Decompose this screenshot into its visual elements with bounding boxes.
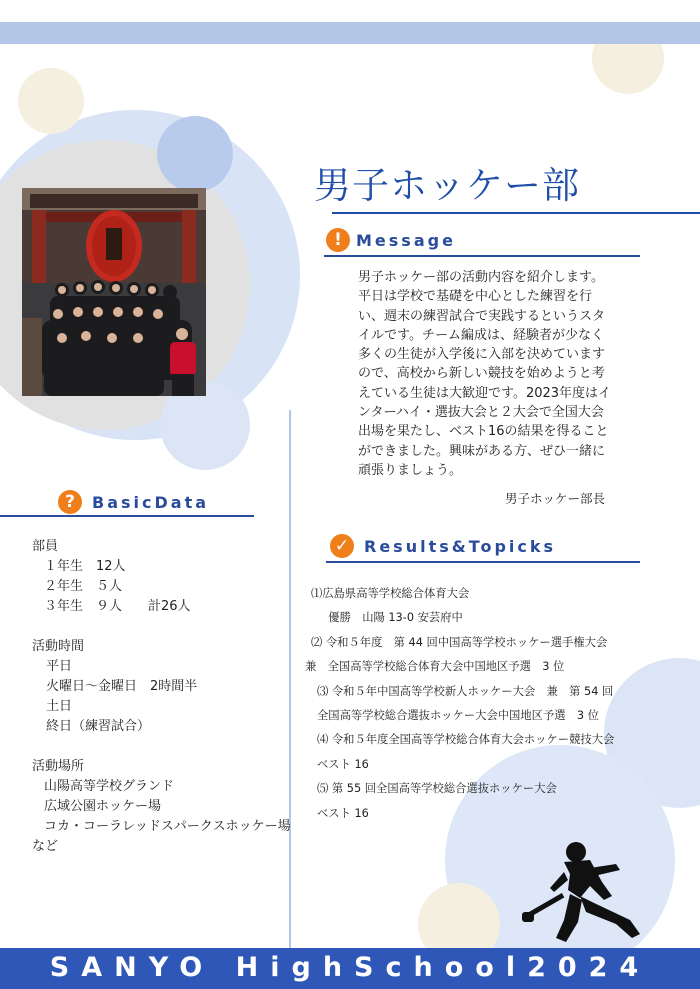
- members-year-3: ３年生 ９人 計26人: [44, 599, 191, 614]
- checkmark-icon: ✓: [330, 534, 354, 558]
- bg-circle-blue-small: [157, 116, 233, 192]
- result-line: ⑷ 令和５年度全国高等学校総合体育大会ホッケー競技大会: [317, 733, 615, 747]
- top-bar: [0, 22, 700, 44]
- message-heading: Message: [356, 231, 456, 250]
- hockey-player-silhouette: [520, 838, 660, 948]
- result-line: ⑴広島県高等学校総合体育大会: [311, 587, 470, 600]
- result-line: ベスト 16: [317, 757, 369, 771]
- time-weekend-label: 土日: [46, 699, 73, 714]
- place-1: 山陽高等学校グランド: [44, 779, 175, 794]
- place-label: 活動場所: [32, 759, 85, 774]
- exclamation-icon: !: [326, 228, 350, 252]
- result-line: 兼 全国高等学校総合体育大会中国地区予選 3 位: [305, 660, 565, 674]
- place-3: コカ・コーラレッドスパークスホッケー場: [44, 819, 291, 834]
- members-year-2: ２年生 ５人: [44, 579, 123, 594]
- result-line: 優勝 山陽 13-0 安芸府中: [317, 611, 463, 625]
- basicdata-heading: BasicData: [92, 493, 210, 512]
- result-line: 全国高等学校総合選抜ホッケー大会中国地区予選 3 位: [317, 709, 599, 723]
- question-icon: ?: [58, 490, 82, 514]
- page-title: 男子ホッケー部: [314, 164, 580, 207]
- members-year-1: １年生 12人: [44, 559, 126, 574]
- place-2: 広域公園ホッケー場: [44, 799, 162, 814]
- result-line: ⑵ 令和５年度 第 44 回中国高等学校ホッケー選手権大会: [311, 635, 608, 649]
- message-underline: [324, 255, 640, 257]
- members-label: 部員: [32, 539, 59, 554]
- result-line: ⑶ 令和５年中国高等学校新人ホッケー大会 兼 第 54 回: [317, 684, 614, 698]
- footer-text: SANYO HighSchool2024: [49, 952, 651, 983]
- bg-circle-cream-left: [18, 68, 84, 134]
- title-underline: [332, 212, 700, 214]
- results-heading: Results&Topicks: [364, 537, 557, 556]
- results-list: [305, 582, 691, 826]
- time-weekday-value: 火曜日～金曜日 2時間半: [46, 679, 198, 694]
- message-signature: 男子ホッケー部長: [504, 491, 605, 506]
- place-etc: など: [32, 839, 59, 854]
- time-weekend-value: 終日（練習試合）: [46, 719, 151, 734]
- time-weekday-label: 平日: [46, 659, 73, 674]
- team-photo: [22, 188, 206, 396]
- results-underline: [326, 561, 640, 563]
- basicdata-underline: [0, 515, 254, 517]
- time-label: 活動時間: [32, 639, 85, 654]
- basic-data-list: [32, 537, 291, 857]
- result-line: ベスト 16: [317, 806, 369, 820]
- result-line: ⑸ 第 55 回全国高等学校総合選抜ホッケー大会: [317, 782, 557, 796]
- message-paragraph: 男子ホッケー部の活動内容を紹介します。平日は学校で基礎を中心とした練習を行い、週末の練習試合で実践するというスタイルです。チーム編成は、経験者が少なく多くの生徒が入学後に入部を決めていますので、高校から新しい競技を始めようと考えている生徒は大歓迎です。2023年度はインターハイ・選抜大会と２大会で全国大会出場を果たし、ベスト16の結果を得ることができました。興味がある方、ぜひ一緒に頑張りましょう。: [358, 270, 612, 478]
